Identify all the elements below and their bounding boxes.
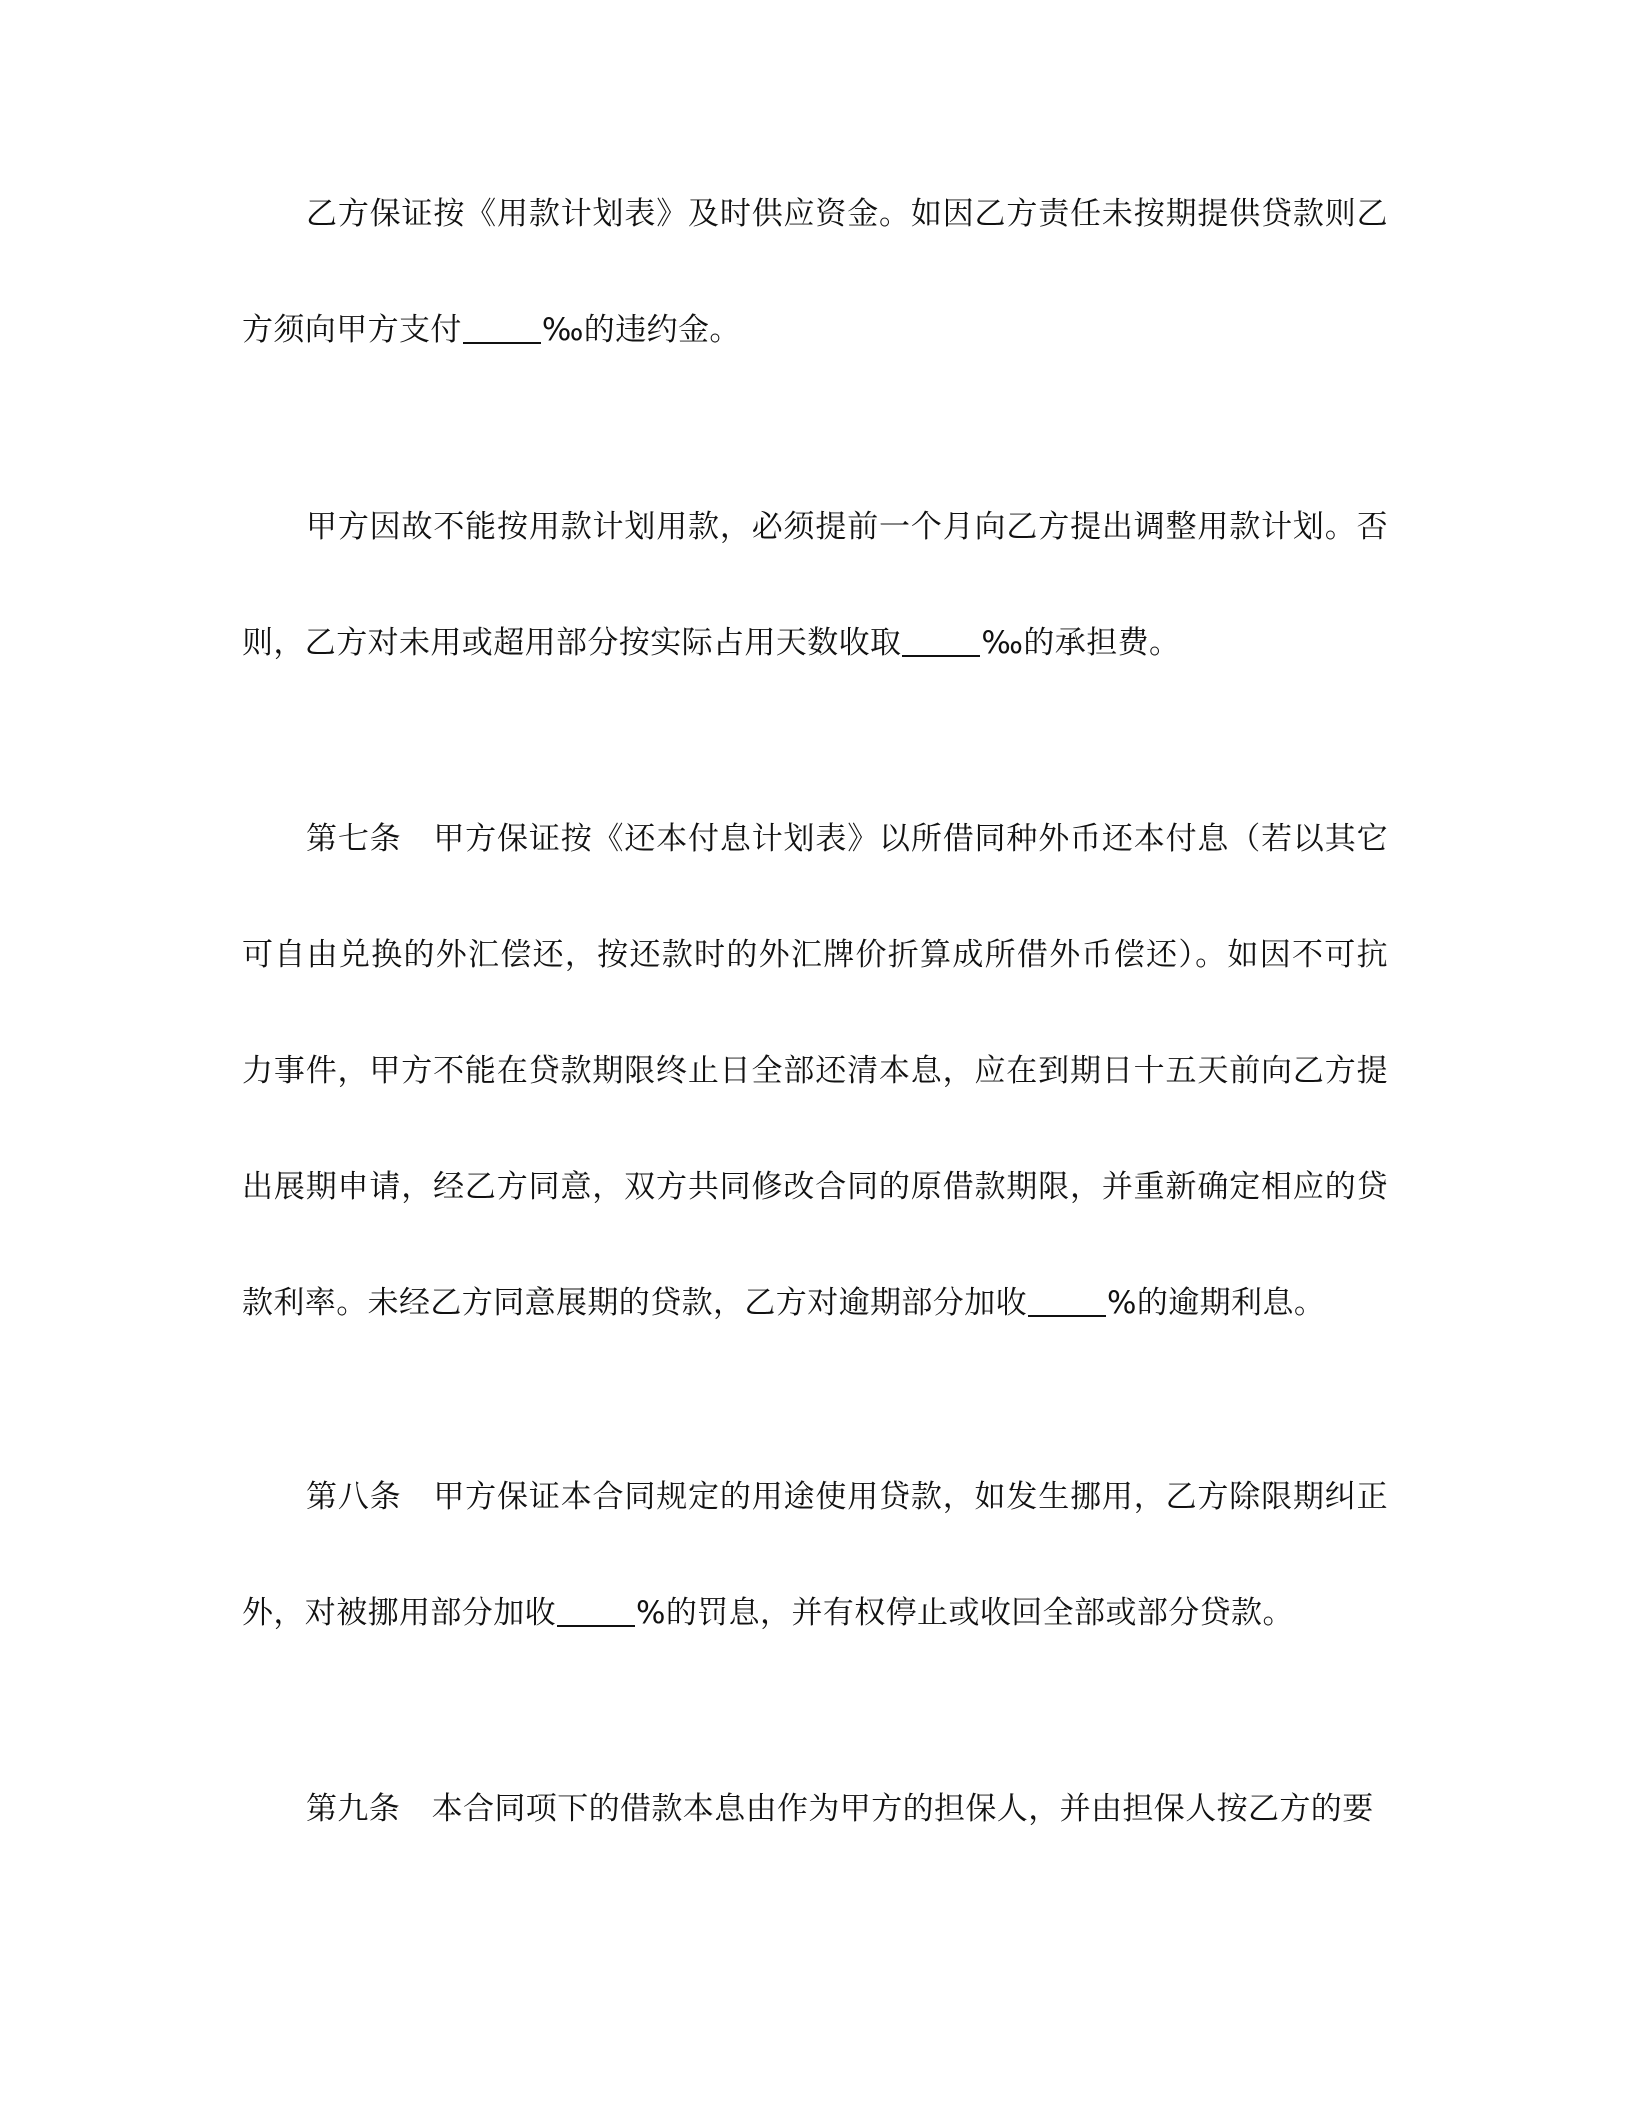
- paragraph-text: 第八条 甲方保证本合同规定的用途使用贷款，如发生挪用，乙方除限期纠正外，对被挪用部分加收: [242, 1479, 1388, 1631]
- paragraph-text: 甲方因故不能按用款计划用款，必须提前一个月向乙方提出调整用款计划。否则，乙方对未用或超用部分按实际占用天数收取: [242, 509, 1388, 661]
- fill-in-blank: [1028, 1287, 1106, 1317]
- paragraph-text: %的罚息，并有权停止或收回全部或部分贷款。: [636, 1595, 1294, 1631]
- paragraph-adjust-plan: [242, 469, 1388, 701]
- clause-eight: [242, 1439, 1388, 1671]
- paragraph-text: ‰的承担费。: [981, 625, 1181, 661]
- fill-in-blank: [557, 1597, 635, 1627]
- paragraph-text: 第九条 本合同项下的借款本息由作为甲方的担保人，并由担保人按乙方的要: [306, 1791, 1374, 1827]
- fill-in-blank: [463, 314, 541, 344]
- paragraph-supply-funds: [242, 156, 1388, 388]
- paragraph-text: %的逾期利息。: [1107, 1285, 1326, 1321]
- fill-in-blank: [902, 627, 980, 657]
- clause-nine: [242, 1751, 1388, 1867]
- clause-seven: [242, 781, 1388, 1361]
- paragraph-text: ‰的违约金。: [541, 312, 741, 348]
- paragraph-text: 第七条 甲方保证按《还本付息计划表》以所借同种外币还本付息（若以其它可自由兑换的外汇偿还，按还款时的外汇牌价折算成所借外币偿还）。如因不可抗力事件，甲方不能在贷款期限终止日全部还清本息，应在到期日十五天前向乙方提出展期申请，经乙方同意，双方共同修改合同的原借款期限，并重新确定相应的贷款利率。未经乙方同意展期的贷款，乙方对逾期部分加收: [242, 821, 1388, 1321]
- paragraph-text: 乙方保证按《用款计划表》及时供应资金。如因乙方责任未按期提供贷款则乙方须向甲方支付: [242, 196, 1388, 348]
